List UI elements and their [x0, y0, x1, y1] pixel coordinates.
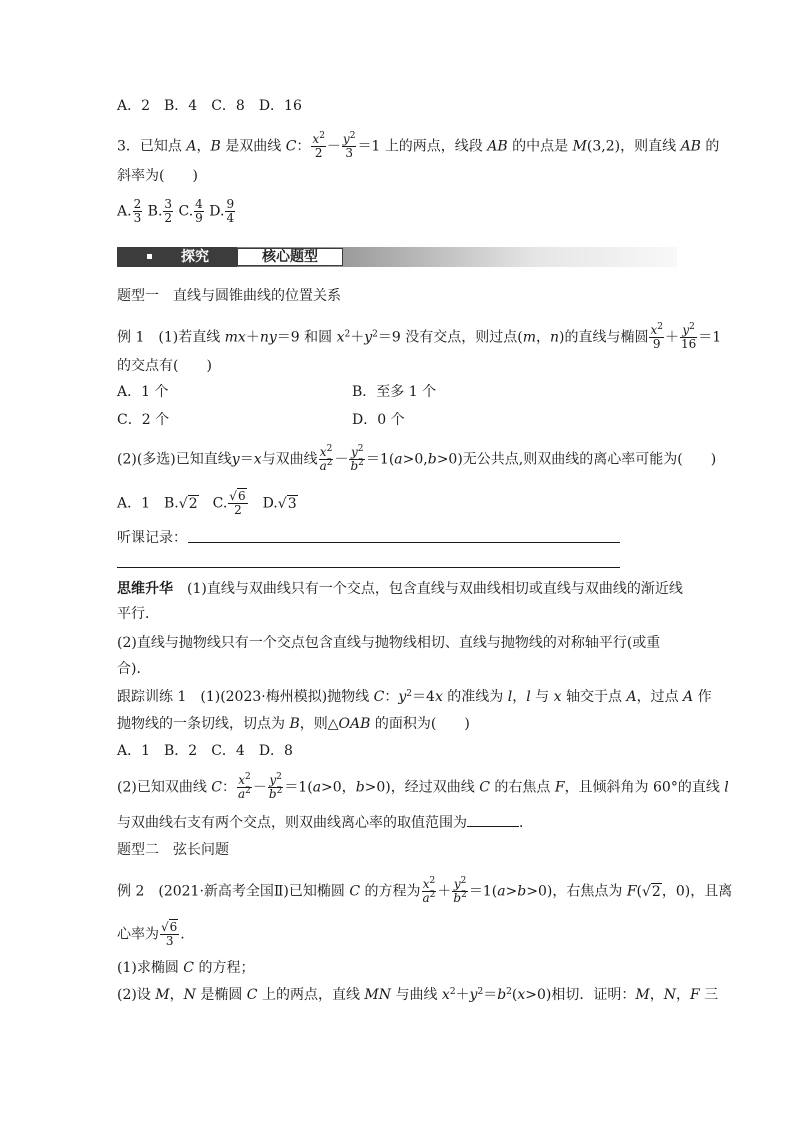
text: 4 [226, 211, 235, 225]
text: 2 [314, 146, 323, 160]
example-1-stem: 例 1 (1)若直线 mx＋ny＝9 和圆 $x^2+y^2=9$ 没有交点，则过点(m，n)的直线与椭圆 $\frac{x^2}{9}$ ＋ $\frac{y^2}{16}$ ＝1 [117, 322, 722, 351]
option-label: C. [178, 203, 194, 220]
text: ： [296, 138, 311, 155]
text: x [517, 987, 526, 1003]
text: 的右焦点 [489, 779, 555, 796]
fraction: $\frac{x^2}{a^2}$ [238, 772, 251, 801]
fraction [163, 198, 173, 225]
text: )的直线与椭圆 [559, 329, 649, 346]
thinking-line-1 [117, 579, 683, 599]
text: x [238, 773, 245, 787]
example-1-option-a: A．1 个 [117, 384, 169, 400]
section-banner [117, 247, 677, 267]
text: x [319, 445, 327, 459]
text: ＝9 和圆 [276, 329, 337, 346]
text: C [285, 138, 297, 155]
follow-up-1-part-2-line2 [117, 813, 533, 833]
text: A [626, 689, 637, 705]
thinking-line-4: 合)． [117, 661, 151, 677]
square-bullet-icon [147, 254, 152, 259]
text: ＝1( [284, 779, 313, 796]
question-3-line2: 斜率为( ) [117, 168, 198, 184]
example-2-question-2: (2)设 M，N 是椭圆 C 上的两点，直线 MN 与曲线 $x^2+y^2=b^2(x>0)$相切．证明：M，N，F 三 [117, 987, 719, 1003]
text: 跟踪训练 1 (1)(2023·梅州模拟)抛物线 [117, 689, 374, 705]
option-label: B. [147, 203, 163, 220]
text: 2 [133, 197, 142, 211]
text: C [349, 883, 361, 900]
type-2-heading: 题型二 弦长问题 [117, 842, 229, 858]
example-2-question-1 [117, 958, 254, 978]
text: 与 [530, 689, 554, 705]
thinking-line-2: 平行． [117, 606, 159, 622]
text: ， [196, 138, 211, 155]
text: A．1 B. [117, 495, 179, 512]
text: >0, [402, 451, 428, 468]
text: 与双曲线右支有两个交点，则双曲线离心率的取值范围为 [117, 815, 467, 831]
fraction: $\frac{y^2}{b^2}$ [453, 876, 467, 905]
example-1-option-c: C．2 个 [117, 412, 170, 428]
text: 与双曲线 [261, 451, 318, 468]
text: ，则直线 [620, 138, 681, 155]
text: 3 [133, 211, 142, 225]
text: 上的两点，直线 [257, 987, 365, 1003]
example-1-part-2 [117, 446, 716, 473]
text: － [334, 451, 349, 468]
text: AB [680, 138, 701, 155]
text: A [186, 138, 197, 155]
text: ＝1( [365, 451, 395, 468]
text: 3．已知点 [117, 138, 187, 155]
answer-blank[interactable] [467, 814, 519, 827]
text: x [336, 329, 345, 346]
sqrt: √2 [178, 495, 198, 512]
text: 例 1 (1)若直线 [117, 329, 225, 346]
text: N [663, 987, 676, 1003]
fraction: $\frac{x^2}{9}$ [650, 322, 663, 351]
text: ＝ [239, 451, 254, 468]
text: l [507, 689, 513, 705]
notes-line-1[interactable] [188, 542, 620, 543]
question-3-options [117, 198, 236, 225]
sqrt: √2 [642, 883, 661, 900]
banner-tag-core: 核心题型 [237, 248, 343, 266]
text: ny [259, 329, 277, 346]
text: n [549, 329, 559, 346]
text: y [398, 689, 407, 705]
fraction [133, 198, 143, 225]
text: (3,2) [586, 138, 621, 155]
text: >0)相切．证明： [525, 987, 636, 1003]
text: >0)，经过双曲线 [364, 779, 480, 796]
fraction [194, 198, 204, 225]
text: C [183, 960, 194, 976]
banner-tag-explore [117, 247, 237, 267]
text: (2)已知双曲线 [117, 779, 212, 796]
text: F [626, 883, 637, 900]
text: >0， [321, 779, 356, 796]
text: l [526, 689, 531, 705]
text: AB [487, 138, 508, 155]
text: ＝ [483, 987, 498, 1003]
text: 4 [195, 197, 203, 211]
text: ( [511, 987, 518, 1003]
text: M [155, 987, 170, 1003]
fraction: $\frac{x^2}{a^2}$ [319, 444, 333, 473]
text: . [180, 926, 185, 943]
fraction: $\frac{x^2}{a^2}$ [422, 876, 436, 905]
follow-up-1-part-2 [117, 774, 729, 801]
option-label: A. [117, 203, 132, 220]
text: 是双曲线 [220, 138, 286, 155]
text: ， [169, 987, 184, 1003]
text: (1)求椭圆 [117, 960, 184, 976]
text: a [497, 883, 506, 900]
text: ，且倾斜角为 60°的直线 [564, 779, 725, 796]
text: 与曲线 [391, 987, 442, 1003]
option-label: D. [209, 203, 225, 220]
text: 探究 [181, 249, 209, 265]
example-2-line2 [117, 921, 185, 948]
text: 2 [188, 495, 198, 512]
example-1-part-2-options [117, 490, 298, 517]
example-1-option-d: D．0 个 [352, 412, 405, 428]
text: 是椭圆 [195, 987, 247, 1003]
text: M [572, 138, 587, 155]
text: y [350, 445, 358, 459]
text: ，0)，且离 [661, 883, 733, 900]
text: ． [519, 815, 533, 831]
thinking-line-3: (2)直线与抛物线只有一个交点包含直线与抛物线相切、直线与抛物线的对称轴平行(或重 [117, 635, 661, 651]
text: C. [198, 495, 228, 512]
text: 例 2 (2021·新高考全国Ⅱ)已知椭圆 [117, 883, 350, 900]
q2-options: A．2 B．4 C．8 D．16 [117, 98, 302, 114]
text: ＝1 上的两点，线段 [357, 138, 488, 155]
fraction [225, 198, 235, 225]
text: 16 [680, 337, 697, 351]
text: x [553, 689, 562, 705]
text: ＋ [437, 883, 452, 900]
follow-up-1-stem: 跟踪训练 1 (1)(2023·梅州模拟)抛物线 C：$y^2=4x$ 的准线为 l，l 与 x 轴交于点 A，过点 A 作 [117, 689, 712, 705]
text: mx [224, 329, 246, 346]
text: ， [649, 987, 664, 1003]
text: 作 [693, 689, 712, 705]
text: F [689, 987, 700, 1003]
text: OAB [338, 716, 371, 732]
text: b [427, 451, 437, 468]
text: x [422, 877, 430, 891]
follow-up-1-options: A．1 B．2 C．4 D．8 [117, 743, 293, 759]
example-1-line2: 的交点有( ) [117, 358, 212, 374]
text: 6 [237, 489, 246, 503]
text: y [453, 877, 461, 891]
text: y [469, 987, 478, 1003]
example-1-option-b: B．至多 1 个 [352, 384, 437, 400]
text: ， [535, 329, 550, 346]
text: ＝4 [412, 689, 435, 705]
fraction: $\frac{y^2}{16}$ [680, 322, 697, 351]
text: 的面积为( ) [370, 716, 470, 732]
text: ＝9 没有交点，则过点( [377, 329, 523, 346]
text: ( [636, 883, 642, 900]
text: (2)(多选)已知直线 [117, 451, 232, 468]
text: 9 [652, 337, 661, 351]
text: ，过点 [636, 689, 684, 705]
text: y [364, 329, 373, 346]
text: 2 [164, 211, 173, 225]
text: 的 [700, 138, 720, 155]
text: 的方程为 [360, 883, 421, 900]
text: ， [512, 689, 527, 705]
text: 6 [169, 920, 178, 934]
text: (1)直线与双曲线只有一个交点，包含直线与双曲线相切或直线与双曲线的渐近线 [187, 581, 683, 597]
notes-line-2[interactable] [117, 567, 620, 568]
text: 3 [165, 934, 174, 948]
text: MN [364, 987, 391, 1003]
text: 心率为 [117, 926, 159, 943]
text: y [342, 132, 350, 146]
text: M [635, 987, 650, 1003]
fraction: $\frac{y^2}{b^2}$ [350, 444, 364, 473]
text: 三 [699, 987, 719, 1003]
text: D. [248, 495, 278, 512]
text: a [312, 779, 322, 796]
text: ，则△ [299, 716, 339, 732]
text: l [724, 779, 729, 796]
text: x [253, 451, 262, 468]
example-2-stem [117, 878, 732, 905]
text: 2 [234, 503, 242, 517]
text: F [554, 779, 565, 796]
text: C [211, 779, 222, 796]
text: b [350, 459, 359, 473]
text: x [312, 132, 320, 146]
text: 3 [164, 197, 173, 211]
text: ＝1 [698, 329, 722, 346]
sqrt: √3 [277, 495, 297, 512]
text: 9 [195, 211, 203, 225]
text: 轴交于点 [561, 689, 627, 705]
text: ， [675, 987, 690, 1003]
text: ： [222, 779, 236, 796]
text: 的方程； [194, 960, 255, 976]
text: ＋ [664, 329, 679, 346]
text: b [453, 891, 462, 905]
text: 抛物线的一条切线，切点为 [117, 716, 290, 732]
text: A [683, 689, 694, 705]
text: > [505, 883, 518, 900]
follow-up-1-line2 [117, 714, 470, 734]
text: ＋ [455, 987, 470, 1003]
text: m [522, 329, 536, 346]
text: 的准线为 [442, 689, 508, 705]
text: b [497, 987, 507, 1003]
text: (2)设 [117, 987, 156, 1003]
text: >0)无公共点,则双曲线的离心率可能为( ) [436, 451, 717, 468]
fraction: $\frac{x^2}{2}$ [312, 131, 325, 160]
fraction: $\frac{√6}{2}$ [229, 489, 246, 517]
text: C [246, 987, 258, 1003]
text: C [479, 779, 490, 796]
type-1-heading: 题型一 直线与圆锥曲线的位置关系 [117, 288, 341, 304]
text: ＋ [350, 329, 365, 346]
text: >0)，右焦点为 [526, 883, 627, 900]
text: 9 [226, 197, 235, 211]
text: B [210, 138, 221, 155]
text: b [517, 883, 527, 900]
text: x [650, 323, 658, 337]
fraction: $\frac{y^2}{b^2}$ [268, 772, 283, 801]
text: a [394, 451, 403, 468]
text: y [231, 451, 240, 468]
text: ： [384, 689, 399, 705]
text: 的中点是 [507, 138, 573, 155]
fraction: $\frac{y^2}{3}$ [342, 131, 356, 160]
text: x [441, 987, 450, 1003]
text: y [682, 323, 690, 337]
text: － [252, 779, 267, 796]
text: N [183, 987, 196, 1003]
notes-label: 听课记录： [117, 530, 187, 546]
text: ＋ [245, 329, 260, 346]
text: y [269, 773, 277, 787]
text: ＝1( [468, 883, 498, 900]
fraction: $\frac{√6}{3}$ [161, 920, 178, 948]
text: b [268, 787, 277, 801]
text: b [355, 779, 365, 796]
text: a [319, 459, 327, 473]
text: a [422, 891, 430, 905]
text: 2 [651, 883, 661, 900]
text: 3 [287, 495, 297, 512]
text: 3 [345, 146, 353, 160]
question-3-stem: 3．已知点 A，B 是双曲线 C： $\frac{x^2}{2}$ － $\frac{y^2}{3}$ ＝1 上的两点，线段 AB 的中点是 M(3,2)，则直线 AB 的 [117, 131, 720, 160]
text: x [434, 689, 443, 705]
text: B [289, 716, 300, 732]
text: C [373, 689, 385, 705]
thinking-title: 思维升华 [117, 581, 173, 597]
text: a [238, 787, 246, 801]
